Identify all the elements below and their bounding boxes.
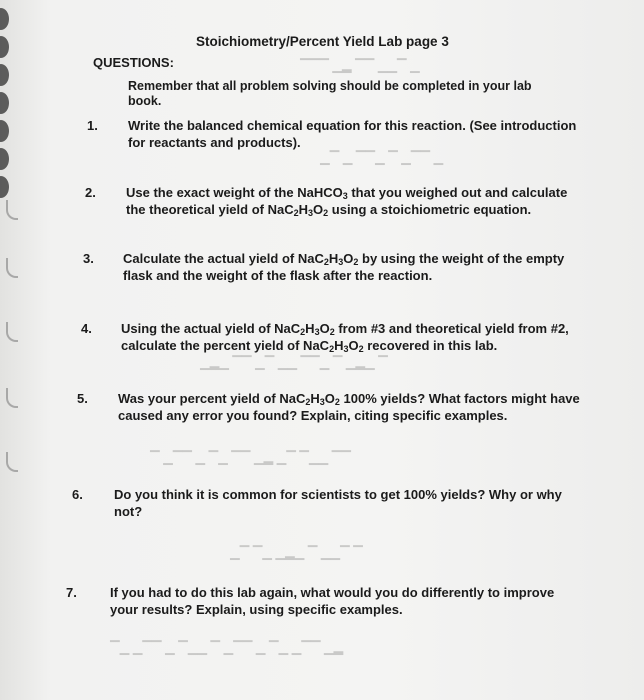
question-line: for reactants and products).: [128, 135, 301, 150]
binder-ring: [6, 452, 18, 472]
binder-hole: [0, 36, 9, 58]
binder-hole: [0, 64, 9, 86]
question-text: [118, 390, 618, 424]
question-line: Write the balanced chemical equation for this reaction. (See introduction: [128, 118, 577, 133]
question-line: the theoretical yield of $NaC_2H_3O_2$ using a stoichiometric equation.: [126, 202, 532, 218]
binder-ring: [6, 388, 18, 408]
question-line: Using the actual yield of $NaC_2H_3O_2$ from #3 and theoretical yield from #2,: [121, 321, 569, 337]
question-number: 3.: [83, 251, 94, 266]
binder-hole: [0, 148, 9, 170]
question-number: 5.: [77, 391, 88, 406]
question-line: caused any error you found? Explain, citing specific examples.: [118, 408, 508, 423]
question-text: [121, 320, 621, 354]
question-line: Was your percent yield of $NaC_2H_3O_2$ 100% yields? What factors might have: [118, 391, 580, 407]
question-text: [128, 117, 628, 151]
question-line: your results? Explain, using specific examples.: [110, 602, 403, 617]
bleed-through: ▔▁ ▁▔▔ ▁ ▔▁▁ ▔ ▁▔▔ ▁ ▔▁ ▁▔▔ ▁▂: [110, 641, 344, 655]
bleed-through: ▁▂▁ ▔▔ ▁▔ ▁▁ ▔▔▁ ▔ ▁▂▁ ▔: [200, 356, 388, 370]
question-number: 1.: [87, 118, 98, 133]
question-line: Do you think it is common for scientists to get 100% yields? Why or why: [114, 487, 562, 502]
question-text: [110, 584, 610, 618]
binder-ring: [6, 258, 18, 278]
question-line: flask and the weight of the flask after the reaction.: [123, 268, 433, 283]
page-title: Stoichiometry/Percent Yield Lab page 3: [196, 34, 449, 49]
bleed-through: ▁▔ ▁ ▔▔▁ ▔ ▁▔▔ ▁: [320, 151, 444, 165]
question-line: Calculate the actual yield of $NaC_2H_3O_2$ by using the weight of the empty: [123, 251, 565, 267]
question-number: 7.: [66, 585, 77, 600]
bleed-through: ▁▔ ▔▁ ▁▂▁ ▔ ▁▁▔ ▔: [230, 546, 363, 560]
question-number: 4.: [81, 321, 92, 336]
question-text: [114, 486, 614, 520]
binder-hole: [0, 8, 9, 30]
binder-ring: [6, 200, 18, 220]
question-number: 2.: [85, 185, 96, 200]
binder-hole: [0, 92, 9, 114]
questions-heading: QUESTIONS:: [93, 55, 174, 70]
question-number: 6.: [72, 487, 83, 502]
instructions-note: Remember that all problem solving should be completed in your lab book.: [128, 79, 532, 108]
binder-ring: [6, 322, 18, 342]
question-line: not?: [114, 504, 143, 519]
binder-hole: [0, 176, 9, 198]
question-line: If you had to do this lab again, what would you do differently to improve: [110, 585, 555, 600]
question-text: [126, 184, 626, 218]
bleed-through: ▔▔▔ ▁▂ ▔▔ ▁▁▔ ▁: [300, 59, 420, 73]
question-line: calculate the percent yield of $NaC_2H_3O_2$ recovered in this lab.: [121, 338, 498, 354]
question-text: [123, 250, 623, 284]
bleed-through: ▔ ▁▔▔ ▁ ▔▁ ▔▔ ▁▂ ▁▔ ▔▁▁ ▔▔: [150, 451, 351, 465]
binder-edge: [0, 0, 22, 700]
binder-hole: [0, 120, 9, 142]
question-line: Use the exact weight of the NaHCO$_3$ that you weighed out and calculate: [126, 185, 568, 201]
